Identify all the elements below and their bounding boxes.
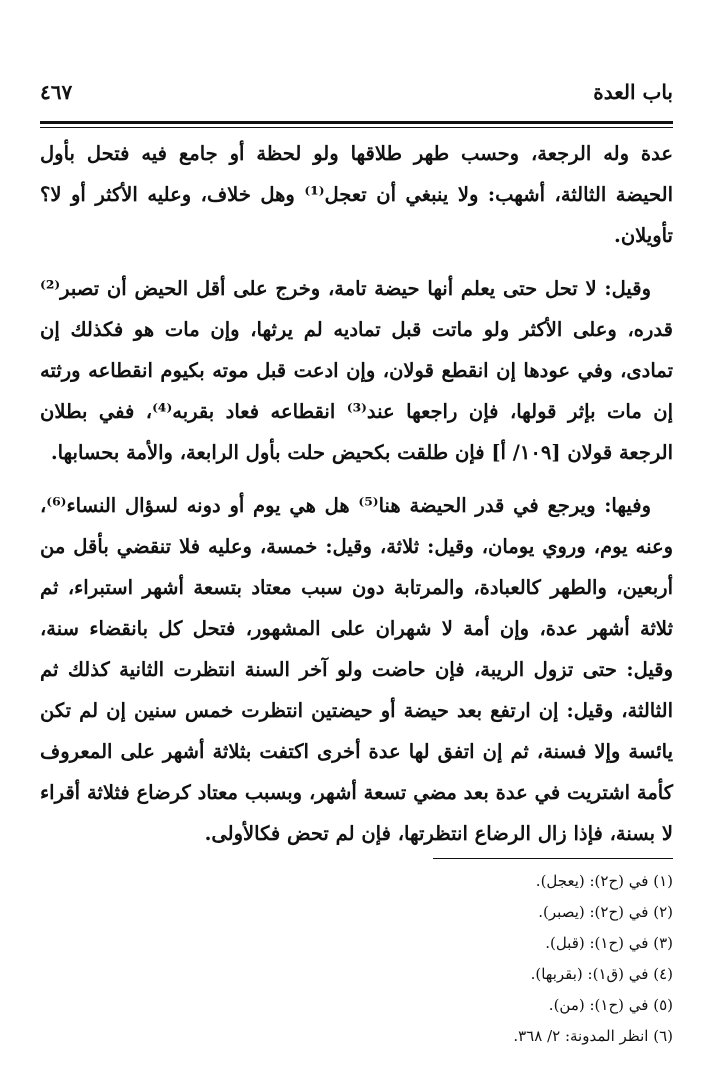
footnote: (١) في (ح٢): (يعجل). [535,872,673,890]
footnote: (٣) في (ح١): (قبل). [545,934,673,952]
header-rule-thick [40,121,673,124]
paragraph: وقيل: لا تحل حتى يعلم أنها حيضة تامة، وخرج على أقل الحيض أن تصبر⁽²⁾ قدره، وعلى الأكثر ولو ماتت قبل تماديه لم يرثها، وإن مات هو فكذلك إن تمادى، وفي عودها إن انقطع قولان، وإن ادعت قبل موته بكيوم انقطاعه ورثته إن مات بإثر قولها، فإن راجعها عند⁽³⁾ انقطاعه فعاد بقربه⁽⁴⁾، ففي بطلان الرجعة قولان [١٠٩/ أ] فإن طلقت بكحيض حلت بأول الرابعة، والأمة بحسابها. [40,277,674,464]
footnote: (٤) في (ق١): (بقربها). [530,965,673,983]
paragraph: عدة وله الرجعة، وحسب طهر طلاقها ولو لحظة أو جامع فيه فتحل بأول الحيضة الثالثة، أشهب: ولا ينبغي أن تعجل⁽¹⁾ وهل خلاف، وعليه الأكثر أو لا؟ تأويلان. [40,142,673,247]
footnotes [40,866,673,1052]
footnote-separator [433,858,673,859]
paragraph: وفيها: ويرجع في قدر الحيضة هنا⁽⁵⁾ هل هي يوم أو دونه لسؤال النساء⁽⁶⁾، وعنه يوم، وروي يومان، وقيل: ثلاثة، وقيل: خمسة، وعليه فلا تنقضي بأقل من أربعين، والطهر كالعبادة، والمرتابة دون سبب معتاد بتسعة أشهر استبراء، ثم ثلاثة أشهر عدة، وإن أمة لا شهران على المشهور، فتحل كل بانقضاء سنة، وقيل: حتى تزول الريبة، فإن حاضت ولو آخر السنة انتظرت الثانية كذلك ثم الثالثة، وقيل: إن ارتفع بعد حيضة أو حيضتين انتظرت خمس سنين إن لم تكن يائسة وإلا فسنة، ثم إن اتفق لها عدة أخرى اكتفت بثلاثة أشهر على المعروف كأمة اشتريت في عدة بعد مضي تسعة أشهر، وبسبب معتاد كرضاع فثلاثة أقراء لا بسنة، فإذا زال الرضاع انتظرتها، فإن لم تحض فكالأولى. [40,494,673,845]
page-header [40,74,673,114]
footnote: (٦) انظر المدونة: ٢/ ٣٦٨. [513,1027,673,1045]
footnote: (٢) في (ح٢): (يصبر). [538,903,673,921]
chapter-title: باب العدة [593,80,673,104]
header-rule-thin [40,127,673,128]
main-text [40,133,673,854]
footnote: (٥) في (ح١): (من). [548,996,673,1014]
page-number: ٤٦٧ [40,80,73,104]
